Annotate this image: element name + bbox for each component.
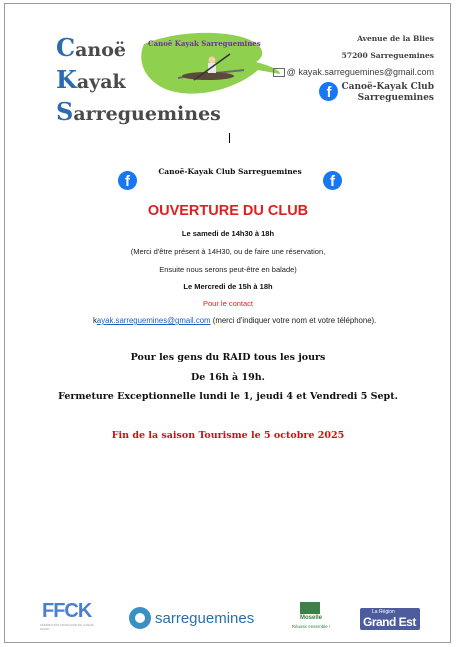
facebook-icon[interactable]: f [323,171,342,190]
email-prefix: @ [286,67,296,77]
address-city: 57200 Sarreguemines [341,51,434,60]
contact-email-row [273,64,434,81]
ffck-logo: FFCK FÉDÉRATION FRANÇAISE DE CANOË KAYAK [40,600,94,631]
title-line-sarreguemines: Sarreguemines [56,97,221,126]
address-street: Avenue de la Blies [357,34,434,43]
club-name-row [118,164,342,192]
saturday-hours: Le samedi de 14h30 à 18h [181,229,275,238]
note-line-1: (Merci d'être présent à 14H30, ou de faire une réservation, [130,247,326,256]
sarreguemines-logo: sarreguemines [129,604,259,632]
email-link[interactable]: ayak.sarreguemines@gmail.com [96,316,211,325]
moselle-logo: Moselle Réussir ensemble ! [288,602,334,636]
contact-email-line: kayak.sarreguemines@gmail.com (merci d'indiquer votre nom et votre téléphone). [93,316,377,325]
facebook-icon[interactable]: f [118,171,137,190]
kayak-paddle-logo [138,28,280,100]
logo-text: Canoë Kayak Sarreguemines [148,39,261,48]
facebook-page-name: Canoë-Kayak Club Sarreguemines [341,82,434,103]
season-end: Fin de la saison Tourisme le 5 octobre 2025 [111,430,345,441]
contact-block [273,30,434,104]
raid-line-2: De 16h à 19h. [191,372,265,383]
moselle-emblem-icon [300,602,320,614]
title-line-kayak: Kayak [56,65,126,94]
club-name: Canoë-Kayak Club Sarreguemines [158,167,302,176]
note-line-2: Ensuite nous serons peut-être en balade) [159,265,297,274]
opening-heading: OUVERTURE DU CLUB [147,203,309,219]
contact-label: Pour le contact [202,299,254,308]
sarreguemines-ring-icon [129,607,151,629]
title-line-canoe: Canoë [56,33,126,62]
facebook-icon[interactable]: f [319,82,338,101]
envelope-icon [273,68,285,77]
contact-email[interactable]: kayak.sarreguemines@gmail.com [298,67,434,77]
raid-line-1: Pour les gens du RAID tous les jours [130,352,326,363]
closure-notice: Fermeture Exceptionnelle lundi le 1, jeudi 4 et Vendredi 5 Sept. [58,391,398,402]
text-cursor [229,133,230,143]
wednesday-hours: Le Mercredi de 15h à 18h [183,282,273,291]
facebook-contact[interactable] [273,82,434,104]
grand-est-logo: La Région Grand Est [360,608,420,630]
